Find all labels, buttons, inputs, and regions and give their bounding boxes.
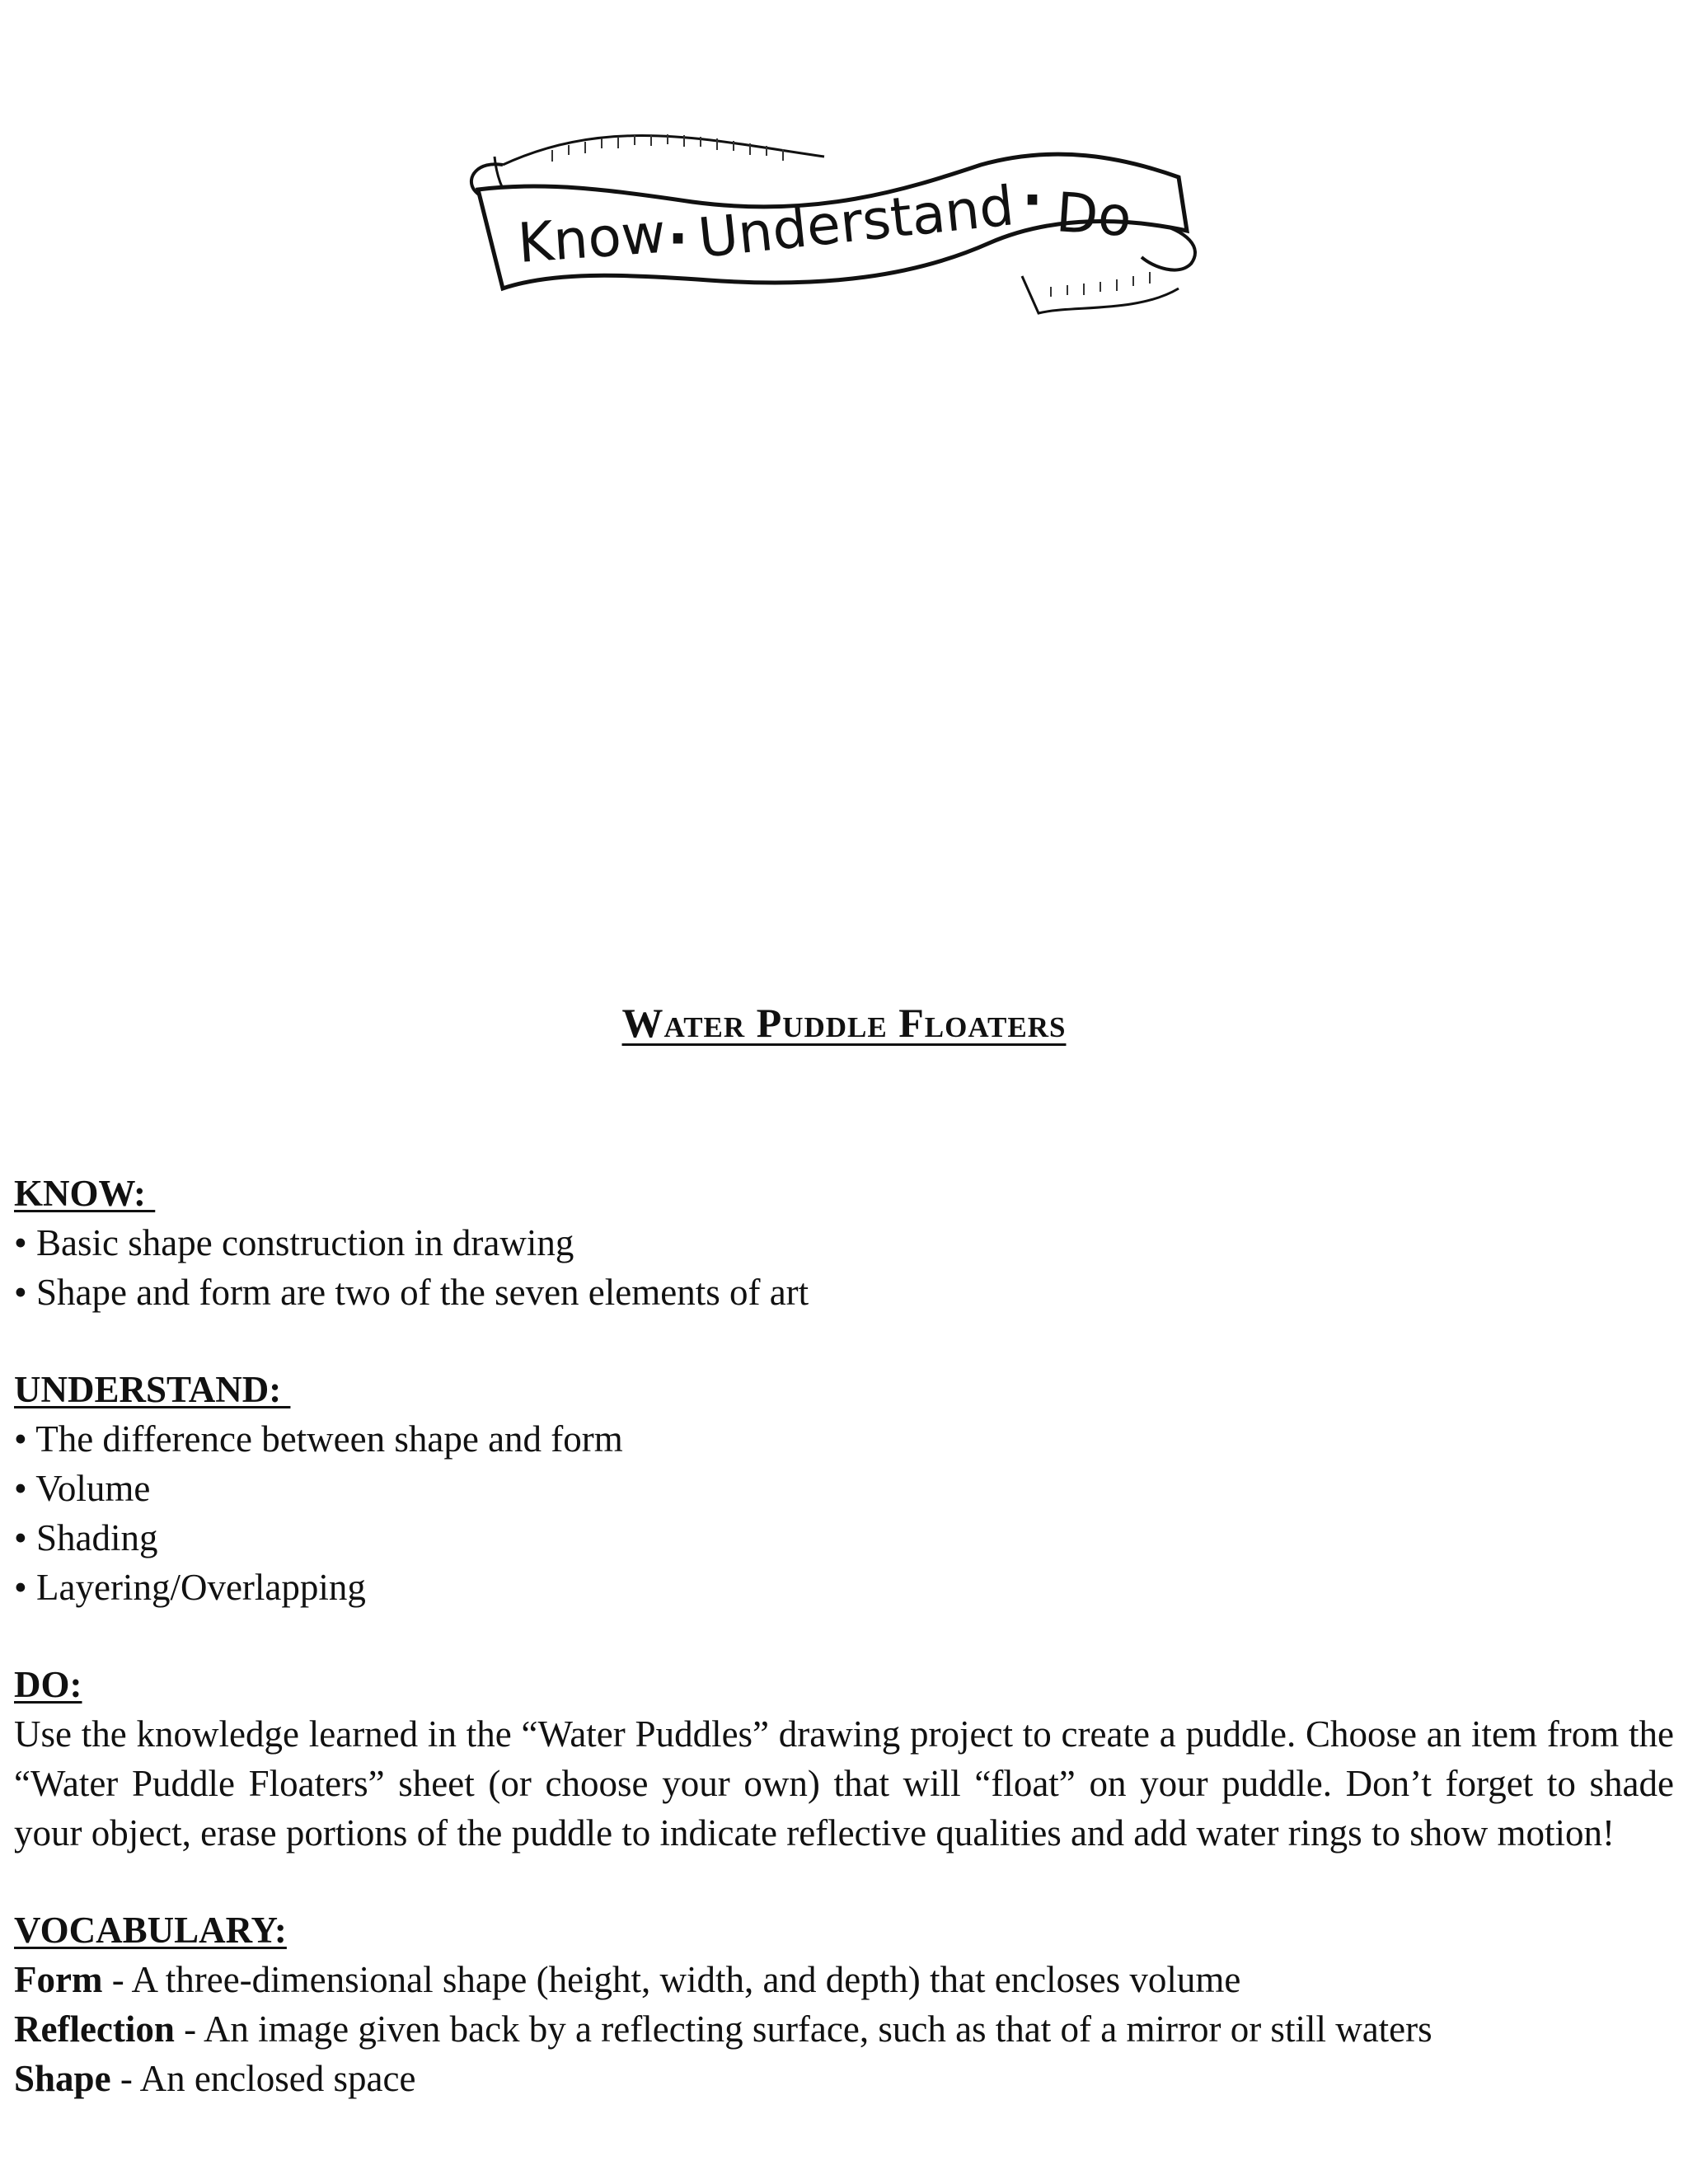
logo-text-do: Do xyxy=(1053,180,1134,250)
vocabulary-item xyxy=(14,2054,1674,2103)
vocabulary-term: Shape xyxy=(14,2058,111,2099)
vocabulary-definition: An enclosed space xyxy=(139,2058,416,2099)
logo-dot-2: · xyxy=(1022,168,1043,232)
bullet-icon: • xyxy=(14,1418,27,1460)
logo-text-understand: Understand xyxy=(695,174,1017,270)
vocabulary-definition: A three-dimensional shape (height, width, and depth) that encloses volume xyxy=(131,1959,1241,2000)
vocabulary-term: Reflection xyxy=(14,2008,175,2050)
understand-item-text: Volume xyxy=(35,1468,151,1509)
vocabulary-separator: - xyxy=(110,2058,140,2099)
list-item xyxy=(14,1268,1674,1317)
list-item xyxy=(14,1464,1674,1513)
know-item-text: Basic shape construction in drawing xyxy=(36,1222,574,1263)
know-item-text: Shape and form are two of the seven elements of art xyxy=(36,1272,809,1313)
logo-dot-1: · xyxy=(668,207,689,270)
understand-item-text: Shading xyxy=(36,1517,158,1558)
understand-item-text: Layering/Overlapping xyxy=(36,1567,366,1608)
vocabulary-separator: - xyxy=(102,1959,132,2000)
list-item xyxy=(14,1414,1674,1464)
bullet-icon: • xyxy=(14,1567,27,1608)
bullet-icon: • xyxy=(14,1272,27,1313)
list-item xyxy=(14,1513,1674,1563)
vocabulary-separator: - xyxy=(174,2008,204,2050)
bullet-icon: • xyxy=(14,1468,27,1509)
ribbon-banner-icon xyxy=(445,66,1236,330)
know-understand-do-logo xyxy=(445,66,1236,330)
vocabulary-item xyxy=(14,2004,1674,2054)
vocabulary-definition: An image given back by a reflecting surface, such as that of a mirror or still waters xyxy=(203,2008,1432,2050)
logo-text-know: Know xyxy=(515,201,668,275)
section-spacer xyxy=(14,1612,1674,1660)
vocabulary-item xyxy=(14,1955,1674,2004)
know-heading: KNOW: xyxy=(14,1173,156,1214)
understand-item-text: The difference between shape and form xyxy=(35,1418,623,1460)
vocabulary-term: Form xyxy=(14,1959,103,2000)
section-spacer xyxy=(14,1858,1674,1905)
bullet-icon: • xyxy=(14,1517,27,1558)
section-spacer xyxy=(14,1317,1674,1365)
do-paragraph: Use the knowledge learned in the “Water Puddles” drawing project to create a puddle. Choose an item from the “Water Puddle Floaters” sheet (or choose your own) that will “float” on your puddle. Don’t forget to shade your object, erase portions of the puddle to indicate reflective qualities and add water rings to show motion! xyxy=(14,1713,1674,1854)
list-item xyxy=(14,1218,1674,1268)
do-heading: DO: xyxy=(14,1664,82,1705)
bullet-icon: • xyxy=(14,1222,27,1263)
list-item xyxy=(14,1563,1674,1612)
lesson-content xyxy=(14,1169,1674,2103)
page-title: Water Puddle Floaters xyxy=(621,1000,1067,1046)
vocabulary-heading: VOCABULARY: xyxy=(14,1910,287,1951)
understand-heading: UNDERSTAND: xyxy=(14,1369,291,1410)
